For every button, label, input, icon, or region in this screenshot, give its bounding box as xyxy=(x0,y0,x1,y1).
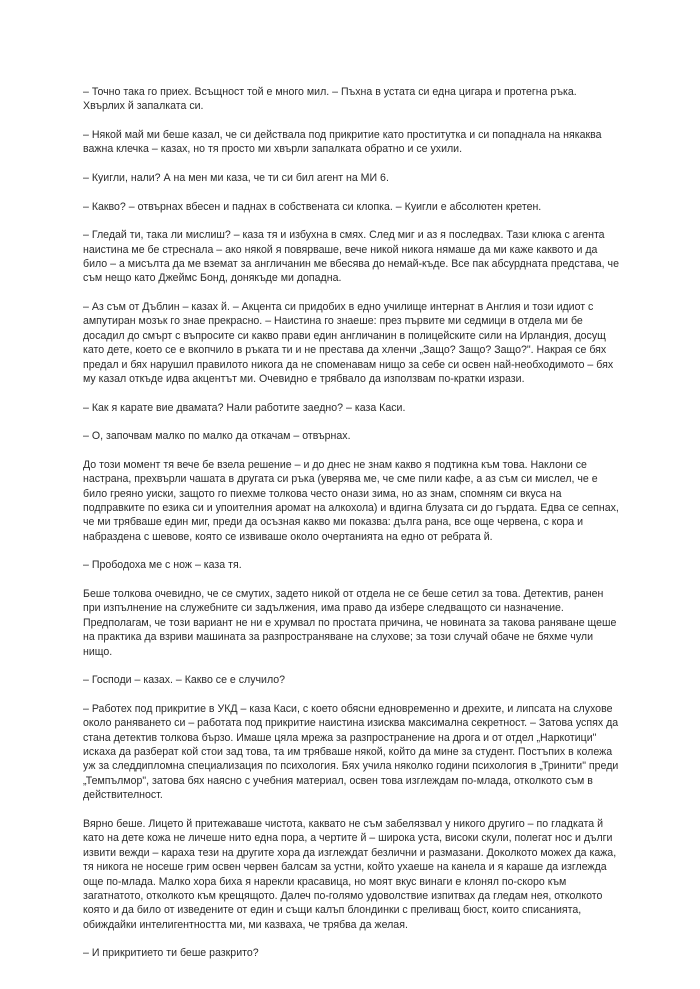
paragraph: – О, започвам малко по малко да откачам – отвърнах. xyxy=(83,430,351,443)
paragraph: Вярно беше. Лицето й притежаваше чистота, каквато не съм забелязвал у никого другиго – по гладката й като на дете кожа не личеше нито една пора, а чертите й – широка уста, високи скули, полегат нос и дълги извити вежди – караха тези на другите хора да изглеждат безлични и размазани. Доколкото можех да кажа, тя никога не носеше грим освен червен балсам за устни, който ухаеше на канела и я караше да изглежда още по-млада. Малко хора биха я нарекли красавица, но моят вкус винаги е клонял по-скоро към загатнатото, отколкото към крещящото. Далеч по-голямо удоволствие изпитвах да гледам нея, отколкото която и да било от изведените от един и същи калъп блондинки с преливащ бюст, които списанията, обиждайки интелигентността ми, ми казваха, че трябва да желая. xyxy=(83,817,617,931)
paragraph: – Господи – казах. – Какво се е случило? xyxy=(83,674,286,687)
paragraph: Беше толкова очевидно, че се смутих, задето никой от отдела не се беше сетил за това. Детектив, ранен при изпълнение на служебните си задължения, има право да избере следващото си назначение. Предполагам, че този вариант не ни е хрумвал по простата причина, че новината за такова раняване щеше на практика да взриви машината за разпространяване на слухове; за този случай обаче не бяхме чули нищо. xyxy=(83,588,617,658)
paragraph: – Точно така го приех. Всъщност той е много мил. – Пъхна в устата си една цигара и протегна ръка. Хвърлих й запалката си. xyxy=(83,86,577,113)
paragraph: До този момент тя вече бе взела решение – и до днес не знам какво я подтикна към това. Наклони се настрана, прехвърли чашата в другата си ръка (уверява ме, че сме пили кафе, а аз съм си мислел, че е било греяно уиски, защото го пиехме толкова често онази зима, но аз знам, спомням си вкуса на подправките по езика си и упоителния аромат на алкохола) и вдигна блузата си до гърдата. Едва се сепнах, че ми трябваше един миг, преди да осъзная какво ми показва: дълга рана, все още червена, с кора и набраздена с шевове, която се извиваше около очертанията на едно от ребрата й. xyxy=(83,458,619,543)
paragraph: – Работех под прикритие в УКД – каза Каси, с което обясни едновременно и дрехите, и липсата на слухове около раняването си – работата под прикритие наистина изисква максимална секретност. – Затова успях да стана детектив толкова бързо. Имаше цяла мрежа за разпространение на дрога и от отдел „Наркотици" искаха да разберат кой стои зад това, та им трябваше някой, който да мине за студент. Постъпих в колежа уж за следдипломна специализация по психология. Бях учила няколко години психология в „Тринити" преди „Темпълмор", затова бях наясно с учебния материал, освен това изглеждам по-млада, отколкото съм в действителност. xyxy=(83,702,619,802)
paragraph: – Прободоха ме с нож – каза тя. xyxy=(83,559,242,572)
paragraph: – Някой май ми беше казал, че си действала под прикритие като проститутка и си попаднала на някаква важна клечка – казах, но тя просто ми хвърли запалката обратно и се ухили. xyxy=(83,129,602,156)
paragraph: – Аз съм от Дъблин – казах й. – Акцента си придобих в едно училище интернат в Англия и този идиот с ампутиран мозък го знае прекрасно. – Наистина го знаеше: през първите ми седмици в отдела ми бе досадил до смърт с въпросите си какво прави един англичанин в полицейските сили на Ирландия, досущ като дете, което се е вкопчило в ръката ти и не престава да хленчи „Защо? Защо? Защо?". Накрая се бях предал и бях нарушил правилото никога да не споменавам нищо за себе си освен най-необходимото – бях му казал откъде идва акцентът ми. Очевидно е трябвало да използвам по-кратки изрази. xyxy=(83,301,614,386)
paragraph: – И прикритието ти беше разкрито? xyxy=(83,947,259,960)
paragraph: – Гледай ти, така ли мислиш? – каза тя и избухна в смях. След миг и аз я последвах. Тази клюка с агента наистина ме бе стреснала – ако някой я повярваше, вече никой никога нямаше да ми каже каквото и да било – а мисълта да ме вземат за англичанин ме вбесява до немай-къде. Все пак абсурдната представа, че съм нещо като Джеймс Бонд, донякъде ми допадна. xyxy=(83,229,619,285)
paragraph: – Какво? – отвърнах вбесен и паднах в собствената си клопка. – Куигли е абсолютен кретен. xyxy=(83,200,542,213)
paragraph: – Как я карате вие двамата? Нали работите заедно? – каза Каси. xyxy=(83,401,406,414)
paragraph: – Куигли, нали? А на мен ми каза, че ти си бил агент на МИ 6. xyxy=(83,172,389,184)
